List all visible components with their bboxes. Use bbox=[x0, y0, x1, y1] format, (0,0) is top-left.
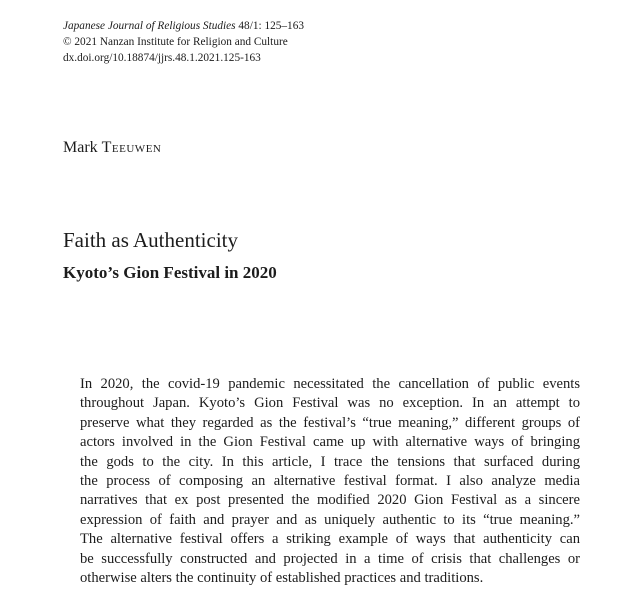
abstract-line: the process of composing an alternative festival format. I also analyze media bbox=[80, 473, 580, 490]
journal-title: Japanese Journal of Religious Studies bbox=[63, 20, 236, 32]
doi-link[interactable]: dx.doi.org/10.18874/jjrs.48.1.2021.125-163 bbox=[63, 52, 261, 64]
abstract-line: throughout Japan. Kyoto’s Gion Festival was no exception. In an attempt to bbox=[80, 395, 580, 412]
abstract-line: be successfully constructed and projected in a time of crisis that challenges or bbox=[80, 550, 580, 567]
abstract-line: preserve what they regarded as the festival’s “true meaning,” different groups of bbox=[80, 414, 580, 431]
author-given-name: Mark bbox=[63, 139, 98, 156]
abstract-line: narratives that ex post presented the modified 2020 Gion Festival as a sincere bbox=[80, 492, 580, 509]
abstract bbox=[80, 375, 580, 588]
copyright-line: © 2021 Nanzan Institute for Religion and Culture bbox=[63, 36, 288, 48]
author-surname: Teeuwen bbox=[101, 139, 162, 156]
journal-header bbox=[63, 18, 304, 66]
author-name bbox=[63, 138, 161, 158]
abstract-line: expression of faith and prayer and as uniquely authentic to its “true meaning.” bbox=[80, 511, 580, 528]
journal-citation-line bbox=[63, 18, 304, 34]
abstract-line: actors involved in the Gion Festival came up with alternative ways of bringing bbox=[80, 434, 580, 451]
article-subtitle: Kyoto’s Gion Festival in 2020 bbox=[63, 263, 277, 282]
article-title: Faith as Authenticity bbox=[63, 228, 238, 252]
abstract-line: In 2020, the covid-19 pandemic necessitated the cancellation of public events bbox=[80, 376, 580, 392]
abstract-line: otherwise alters the continuity of established practices and traditions. bbox=[80, 570, 484, 587]
abstract-line: the gods to the city. In this article, I trace the tensions that surfaced during bbox=[80, 453, 580, 470]
volume-pages: 48/1: 125–163 bbox=[235, 20, 304, 32]
abstract-line: The alternative festival offers a striking example of ways that authenticity can bbox=[80, 531, 580, 548]
